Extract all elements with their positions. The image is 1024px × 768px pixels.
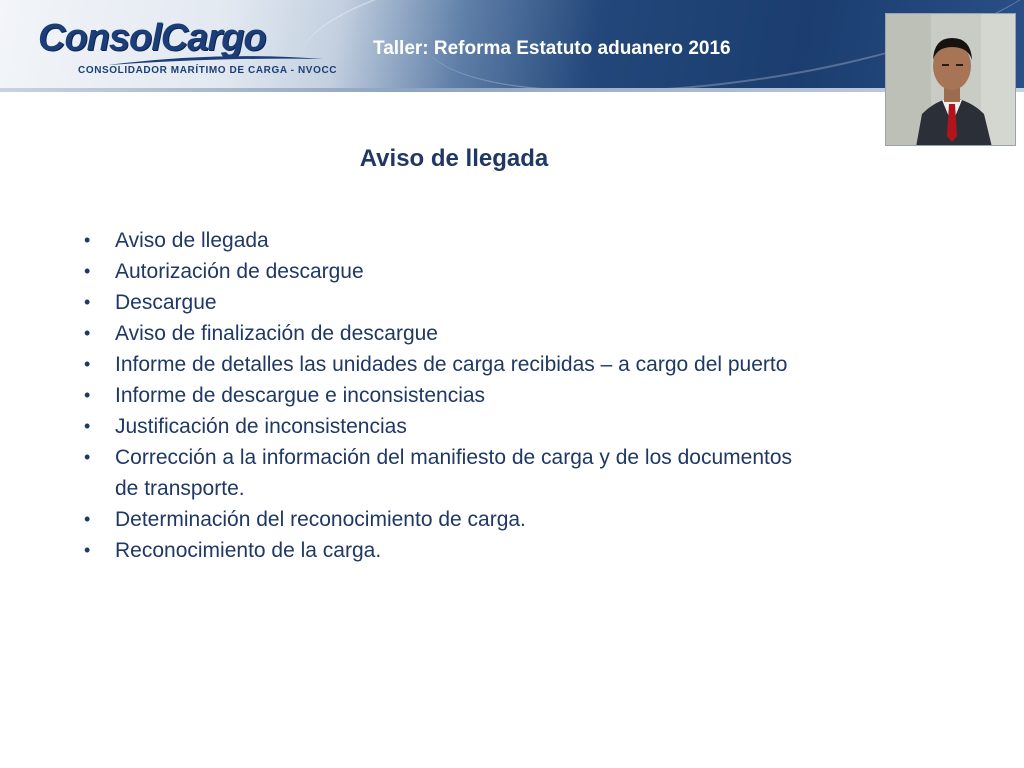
list-item [82, 287, 802, 318]
list-item-text: Informe de descargue e inconsistencias [115, 384, 486, 407]
list-item-text: Determinación del reconocimiento de carga. [115, 508, 526, 531]
list-item [82, 318, 802, 349]
list-item [82, 380, 802, 411]
list-item [82, 442, 802, 504]
list-item [82, 411, 802, 442]
bullet-dot-icon: • [84, 447, 91, 467]
list-item-text: Justificación de inconsistencias [115, 415, 407, 438]
bullet-dot-icon: • [84, 261, 91, 281]
list-item [82, 256, 802, 287]
bullet-dot-icon: • [84, 416, 91, 436]
slide-title [0, 145, 1024, 173]
bullet-dot-icon: • [84, 385, 91, 405]
list-item-text: Aviso de finalización de descargue [115, 322, 438, 345]
bullet-dot-icon: • [84, 540, 91, 560]
list-item [82, 225, 802, 256]
list-item-text: Descargue [115, 291, 217, 314]
workshop-title: Taller: Reforma Estatuto aduanero 2016 [373, 38, 731, 59]
list-item-text: Autorización de descargue [115, 260, 364, 283]
bullet-list [82, 225, 802, 566]
list-item [82, 504, 802, 535]
list-item-text: Informe de detalles las unidades de carga recibidas – a cargo del puerto [115, 353, 788, 376]
slide-title-text: Aviso de llegada [359, 145, 549, 172]
bullet-dot-icon: • [84, 292, 91, 312]
bullet-dot-icon: • [84, 354, 91, 374]
logo-subtitle: CONSOLIDADOR MARÍTIMO DE CARGA - NVOCC [78, 65, 338, 76]
list-item-text: Aviso de llegada [115, 229, 269, 252]
bullet-dot-icon: • [84, 230, 91, 250]
list-item-text: Corrección a la información del manifiesto de carga y de los documentos de transporte. [115, 446, 793, 500]
list-item [82, 535, 802, 566]
bullet-dot-icon: • [84, 323, 91, 343]
presenter-photo-image [886, 14, 1016, 146]
bullet-dot-icon: • [84, 509, 91, 529]
list-item-text: Reconocimiento de la carga. [115, 539, 382, 562]
list-item [82, 349, 802, 380]
header-banner [0, 0, 1024, 92]
presenter-photo [885, 13, 1016, 146]
logo-wordmark: ConsolCargo [38, 17, 266, 59]
consolcargo-logo [38, 16, 338, 78]
header-divider [0, 88, 1024, 92]
